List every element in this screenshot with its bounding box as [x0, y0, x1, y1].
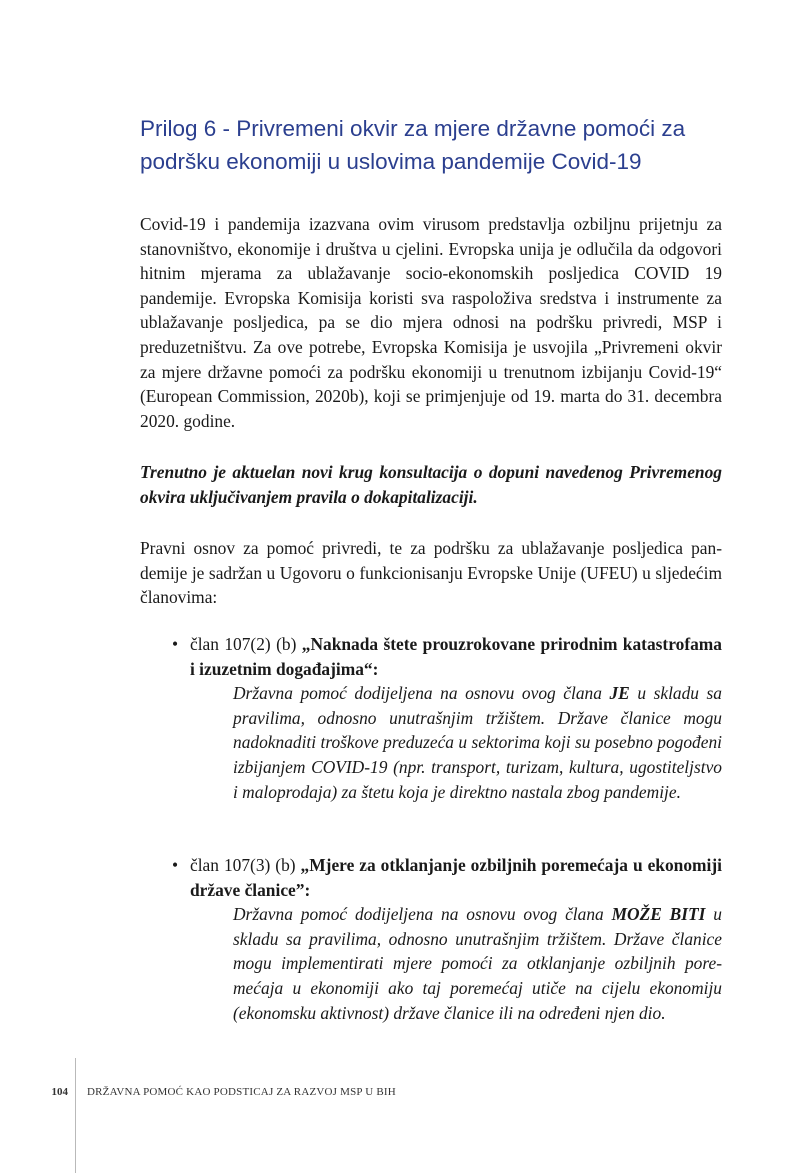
- list-item-heading: [190, 632, 722, 681]
- section-title-line-1: Prilog 6 - Privremeni okvir za mjere državne pomoći za: [140, 116, 686, 141]
- article-title: „Naknada štete prouzrokovane prirodnim katastrofama i izuzetnim događajima“:: [190, 634, 722, 679]
- consultation-note: Trenutno je aktuelan novi krug konsultacija o dopuni navedenog Privremenog okvira uključivanjem pravila o dokapitalizaciji.: [140, 462, 722, 507]
- legal-basis-paragraph: Pravni osnov za pomoć privredi, te za podršku za ublažavanje posljedica pandemije je sadržan u Ugovoru o funkcionisanju Evropske Unije (UFEU) u sljedećim članovima:: [140, 538, 722, 608]
- list-item-article-107-2b: [172, 632, 722, 804]
- list-item-article-107-3b: [172, 853, 722, 1025]
- body-emphasis: MOŽE BITI: [611, 904, 706, 925]
- body-emphasis: JE: [609, 683, 630, 704]
- article-title: „Mjere za otklanjanje ozbiljnih poremećaja u ekonomiji države članice”:: [190, 855, 722, 900]
- page-number: 104: [51, 1086, 68, 1098]
- body-text-start: Državna pomoć dodijeljena na osnovu ovog člana: [233, 683, 610, 704]
- section-title-line-2: podršku ekonomiji u uslovima pandemije Covid-19: [140, 149, 642, 174]
- list-item-body: [233, 681, 722, 804]
- bullet-icon: •: [172, 634, 179, 654]
- article-reference: član 107(3) (b): [190, 855, 301, 875]
- list-item-heading: [190, 853, 722, 902]
- intro-paragraph: Covid-19 i pandemija izazvana ovim virusom predstavlja ozbiljnu prijetnju za stanovništvo, ekonomije i društva u cjelini. Evropska unija je odlučila da odgovori hitnim mjerama za ublažavanje socio-ekonomskih posljedica COVID 19 pandemije. Evropska Komisija koristi sva raspoloživa sredstva i instrumente za ublažavanje posljedica, pa se dio mjera odnosi na podršku privredi, MSP i preduzetništvu. Za ove potrebe, Evropska Komisija je usvojila „Privremeni okvir za mjere državne pomoći za podršku ekonomiji u trenutnom izbijanju Covid-19“ (European Commission, 2020b), koji se primjenjuje od 19. marta do 31. decembra 2020. godine.: [140, 214, 722, 431]
- footer-divider: [75, 1058, 76, 1173]
- body-text-end: u skladu sa pravilima, odnosno unutrašnjim tržištem. Države članice mogu implementirati mjere pomoći za otklanjanje ozbiljnih poremećaja u ekonomiji ako taj poremećaj utiče na cijelu ekonomiju (ekonomsku aktivnost) države članice ili na određeni njen dio.: [233, 904, 722, 1023]
- running-head: DRŽAVNA POMOĆ KAO PODSTICAJ ZA RAZVOJ MSP U BIH: [87, 1086, 396, 1098]
- article-reference: član 107(2) (b): [190, 634, 302, 654]
- section-title: [140, 112, 740, 178]
- body-text-start: Državna pomoć dodijeljena na osnovu ovog člana: [233, 904, 612, 925]
- bullet-icon: •: [172, 855, 179, 875]
- body-text-end: u skladu sa pravilima, odnosno unutrašnjim tržištem. Države članice mogu nadoknaditi troškove preduzeća u sektorima koji su posebno pogođeni izbijanjem COVID-19 (npr. transport, turizam, kultura, ugostiteljstvo i maloprodaja) za štetu koja je direktno nastala zbog pandemije.: [233, 683, 723, 802]
- list-item-body: [233, 902, 722, 1025]
